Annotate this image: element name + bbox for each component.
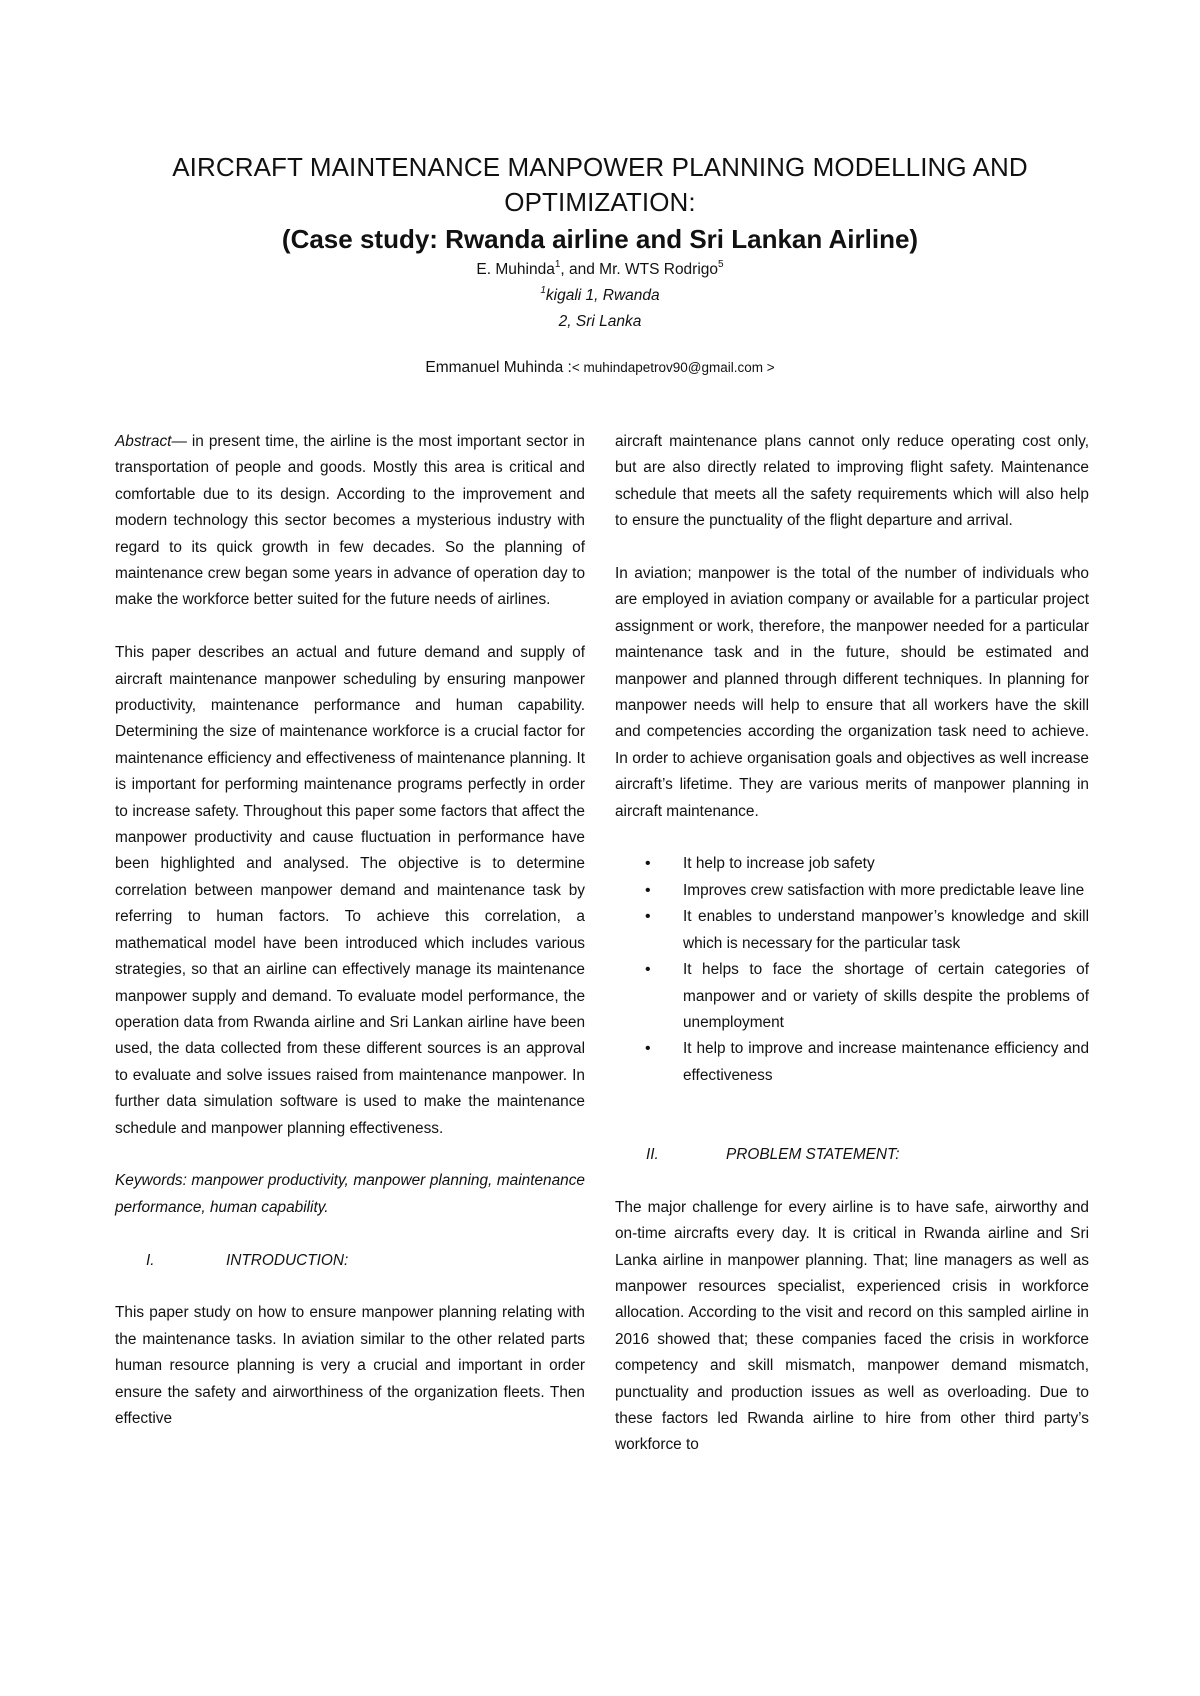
right-paragraph-2: In aviation; manpower is the total of the number of individuals who are employed in aviation company or available for a particular project assignment or work, therefore, the manpower needed for a particular maintenance task and in the future, should be estimated and manpower and planned through different techniques. In planning for manpower needs will help to ensure that all workers have the skill and competencies according the organization task need to achieve. In order to achieve organisation goals and objectives as well increase aircraft’s lifetime. They are various merits of manpower planning in aircraft maintenance. <box>615 565 1089 820</box>
affiliation-1 <box>80 283 1120 309</box>
list-item: • It help to increase job safety <box>645 851 1089 877</box>
author-2-superscript: 5 <box>718 258 724 270</box>
affiliation-1-superscript: 1 <box>540 284 546 296</box>
list-item: • Improves crew satisfaction with more predictable leave line <box>645 878 1089 904</box>
abstract-label: Abstract— <box>115 433 187 450</box>
right-paragraph-1: aircraft maintenance plans cannot only reduce operating cost only, but are also directly related to improving flight safety. Maintenance schedule that meets all the safety requirements which will also help to ensure the punctuality of the flight departure and arrival. <box>615 433 1089 530</box>
abstract-text: in present time, the airline is the most important sector in transportation of people and goods. Mostly this area is critical and comfortable due to its design. According to the improvement and modern technology this sector becomes a mysterious industry with regard to its quick growth in few decades. So the planning of maintenance crew began some years in advance of operation day to make the workforce better suited for the future needs of airlines. <box>115 433 585 609</box>
abstract-paragraph-2: This paper describes an actual and future demand and supply of aircraft maintenance manpower scheduling by ensuring manpower productivity, maintenance performance and human capability. Determining the size of maintenance workforce is a crucial factor for maintenance efficiency and effectiveness of maintenance planning. It is important for performing maintenance programs perfectly in order to increase safety. Throughout this paper some factors that affect the manpower productivity and cause fluctuation in performance have been highlighted and analysed. The objective is to determine correlation between manpower demand and maintenance task by referring to human factors. To achieve this correlation, a mathematical model have been introduced which includes various strategies, so that an airline can effectively manage its maintenance manpower supply and demand. To evaluate model performance, the operation data from Rwanda airline and Sri Lankan airline have been used, the data collected from these different sources is an approval to evaluate and solve issues raised from maintenance manpower. In further data simulation software is used to make the maintenance schedule and manpower planning effectiveness. <box>115 644 585 1137</box>
section-number: I. <box>146 1251 155 1269</box>
section-title: INTRODUCTION: <box>226 1251 349 1269</box>
list-item: • It helps to face the shortage of certain categories of manpower and or variety of skills despite the problems of unemployment <box>645 957 1089 1036</box>
contact-line <box>80 357 1120 379</box>
author-1-superscript: 1 <box>554 258 561 270</box>
section-heading-introduction <box>115 1248 585 1274</box>
problem-statement-paragraph: The major challenge for every airline is to have safe, airworthy and on-time aircrafts every day. It is critical in Rwanda airline and Sri Lanka airline in manpower planning. That; line managers as well as manpower resources specialist, experienced crisis in workforce allocation. According to the visit and record on this sampled airline in 2016 showed that; these companies faced the crisis in workforce competency and skill mismatch, manpower demand mismatch, punctuality and production issues as well as overloading. Due to these factors led Rwanda airline to hire from other third party’s workforce to <box>615 1198 1089 1454</box>
contact-email: < muhindapetrov90@gmail.com > <box>571 360 775 375</box>
affiliation-2: 2, Sri Lanka <box>558 313 642 330</box>
paper-header <box>80 150 1120 379</box>
affiliation-1-text: kigali 1, Rwanda <box>545 287 660 304</box>
keywords: Keywords: manpower productivity, manpower planning, maintenance performance, human capability. <box>115 1172 585 1216</box>
title-line-2: OPTIMIZATION: <box>504 187 696 217</box>
author-1: E. Muhinda <box>476 261 555 278</box>
section-heading-problem-statement <box>615 1142 1089 1168</box>
abstract-paragraph-1 <box>115 429 585 614</box>
section-title: PROBLEM STATEMENT: <box>726 1145 900 1163</box>
paper-title <box>80 150 1120 220</box>
introduction-paragraph: This paper study on how to ensure manpower planning relating with the maintenance tasks. In aviation similar to the other related parts human resource planning is very a crucial and important in order ensure the safety and airworthiness of the organization fleets. Then effective <box>115 1304 585 1427</box>
left-column <box>115 429 585 1432</box>
right-column <box>615 429 1089 1459</box>
title-line-1: AIRCRAFT MAINTENANCE MANPOWER PLANNING MODELLING AND <box>172 152 1028 182</box>
author-2: , and Mr. WTS Rodrigo <box>560 261 719 278</box>
contact-name: Emmanuel Muhinda : <box>425 359 572 376</box>
author-line <box>80 257 1120 283</box>
spacer <box>615 1116 1089 1142</box>
paper-subtitle: (Case study: Rwanda airline and Sri Lankan Airline) <box>281 224 919 254</box>
list-item: • It enables to understand manpower’s knowledge and skill which is necessary for the particular task <box>645 904 1089 957</box>
section-number: II. <box>646 1145 659 1163</box>
list-item: • It help to improve and increase maintenance efficiency and effectiveness <box>645 1036 1089 1089</box>
merits-list <box>645 851 1089 1089</box>
